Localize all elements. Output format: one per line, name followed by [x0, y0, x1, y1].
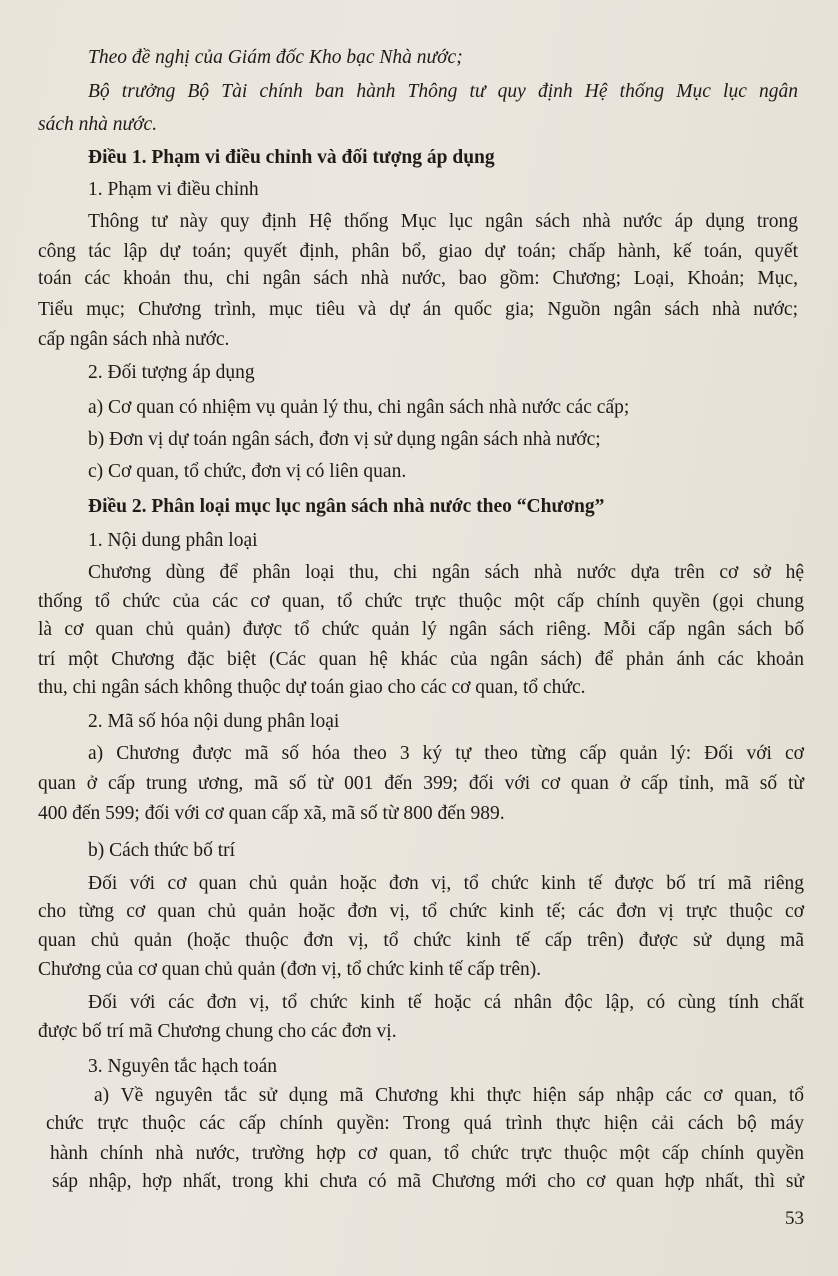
article-2-content-line: thống tổ chức của các cơ quan, tổ chức trực thuộc một cấp chính quyền (gọi chung: [38, 591, 804, 612]
preamble-line-3: sách nhà nước.: [38, 114, 158, 135]
article-1-item-c: c) Cơ quan, tổ chức, đơn vị có liên quan.: [88, 461, 407, 482]
article-2-accounting-line: chức trực thuộc các cấp chính quyền: Trong quá trình thực hiện cải cách bộ máy: [46, 1113, 804, 1134]
article-2-section-1-heading: 1. Nội dung phân loại: [88, 530, 258, 551]
article-1-scope-line: cấp ngân sách nhà nước.: [38, 329, 230, 350]
article-1-scope-line: công tác lập dự toán; quyết định, phân bổ, giao dự toán; chấp hành, kế toán, quyết: [38, 241, 798, 262]
article-2-section-3-heading: 3. Nguyên tắc hạch toán: [88, 1056, 277, 1077]
article-2-heading: Điều 2. Phân loại mục lục ngân sách nhà nước theo “Chương”: [88, 496, 605, 517]
preamble-line-2: Bộ trưởng Bộ Tài chính ban hành Thông tư quy định Hệ thống Mục lục ngân: [88, 81, 798, 102]
article-2-content-line: thu, chi ngân sách không thuộc dự toán giao cho các cơ quan, tổ chức.: [38, 677, 586, 698]
preamble-line-1: Theo đề nghị của Giám đốc Kho bạc Nhà nước;: [88, 47, 463, 68]
article-1-scope-line: toán các khoản thu, chi ngân sách nhà nước, bao gồm: Chương; Loại, Khoản; Mục,: [38, 268, 798, 289]
page-number: 53: [785, 1208, 804, 1229]
article-1-scope-line: Tiểu mục; Chương trình, mục tiêu và dự án quốc gia; Nguồn ngân sách nhà nước;: [38, 299, 798, 320]
article-2-arrangement-line: quan chủ quản (hoặc thuộc đơn vị, tổ chức kinh tế cấp trên) được sử dụng mã: [38, 930, 804, 951]
article-2-arrangement-line: Chương của cơ quan chủ quản (đơn vị, tổ chức kinh tế cấp trên).: [38, 959, 542, 980]
article-1-section-1-heading: 1. Phạm vi điều chỉnh: [88, 179, 259, 200]
article-1-scope-line: Thông tư này quy định Hệ thống Mục lục ngân sách nhà nước áp dụng trong: [88, 211, 798, 232]
article-2-coding-line: 400 đến 599; đối với cơ quan cấp xã, mã số từ 800 đến 989.: [38, 803, 505, 824]
article-2-arrangement-line: cho từng cơ quan chủ quản hoặc đơn vị, tổ chức kinh tế; các đơn vị trực thuộc cơ: [38, 901, 804, 922]
article-2-independent-line: Đối với các đơn vị, tổ chức kinh tế hoặc cá nhân độc lập, có cùng tính chất: [88, 992, 804, 1013]
article-2-independent-line: được bố trí mã Chương chung cho các đơn vị.: [38, 1021, 397, 1042]
article-2-accounting-line: hành chính nhà nước, trường hợp cơ quan, tổ chức trực thuộc một cấp chính quyền: [50, 1143, 804, 1164]
article-2-coding-line: quan ở cấp trung ương, mã số từ 001 đến 399; đối với cơ quan ở cấp tỉnh, mã số từ: [38, 773, 804, 794]
article-2-arrangement-line: Đối với cơ quan chủ quản hoặc đơn vị, tổ chức kinh tế được bố trí mã riêng: [88, 873, 804, 894]
article-2-arrangement-heading: b) Cách thức bố trí: [88, 840, 236, 861]
article-1-heading: Điều 1. Phạm vi điều chỉnh và đối tượng áp dụng: [88, 147, 495, 168]
article-1-item-a: a) Cơ quan có nhiệm vụ quản lý thu, chi ngân sách nhà nước các cấp;: [88, 397, 630, 418]
article-2-accounting-line: sáp nhập, hợp nhất, trong khi chưa có mã Chương mới cho cơ quan hợp nhất, thì sử: [52, 1171, 804, 1192]
article-1-section-2-heading: 2. Đối tượng áp dụng: [88, 362, 255, 383]
article-2-content-line: là cơ quan chủ quản) được tổ chức quản lý ngân sách riêng. Mỗi cấp ngân sách bố: [38, 619, 804, 640]
article-2-content-line: Chương dùng để phân loại thu, chi ngân sách nhà nước dựa trên cơ sở hệ: [88, 562, 804, 583]
article-1-item-b: b) Đơn vị dự toán ngân sách, đơn vị sử dụng ngân sách nhà nước;: [88, 429, 601, 450]
article-2-coding-line: a) Chương được mã số hóa theo 3 ký tự theo từng cấp quản lý: Đối với cơ: [88, 743, 804, 764]
article-2-section-2-heading: 2. Mã số hóa nội dung phân loại: [88, 711, 340, 732]
article-2-accounting-line: a) Về nguyên tắc sử dụng mã Chương khi thực hiện sáp nhập các cơ quan, tổ: [94, 1085, 804, 1106]
article-2-content-line: trí một Chương đặc biệt (Các quan hệ khác của ngân sách) để phản ánh các khoản: [38, 649, 804, 670]
